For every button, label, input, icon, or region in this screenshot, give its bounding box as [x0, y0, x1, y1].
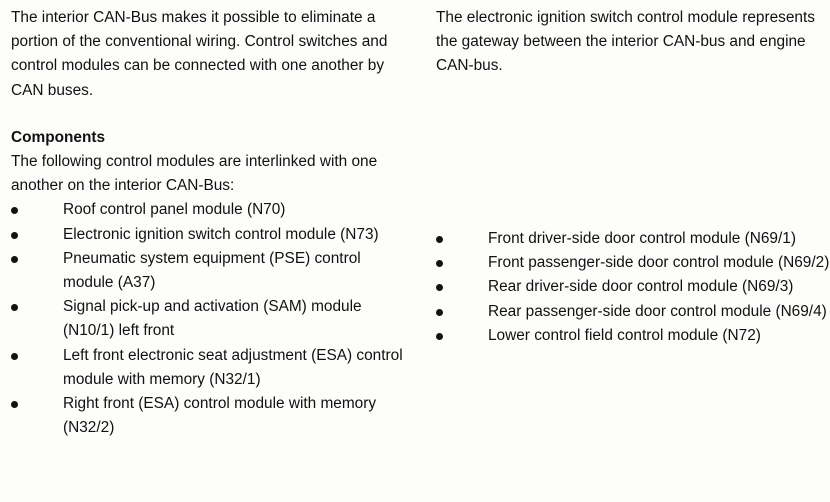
list-item — [11, 223, 411, 247]
list-item-text: Left front electronic seat adjustment (ESA) control module with memory (N32/1) — [63, 346, 403, 388]
list-item-text: Lower control field control module (N72) — [488, 326, 761, 344]
list-item — [11, 295, 411, 343]
list-item — [436, 324, 830, 348]
left-column — [11, 0, 411, 440]
gateway-paragraph: The electronic ignition switch control module represents the gateway between the interior CAN-bus and engine CAN-bus. — [436, 9, 815, 75]
bullet-icon — [11, 304, 18, 311]
list-item — [436, 300, 830, 324]
list-item — [11, 392, 411, 440]
list-item-text: Right front (ESA) control module with memory (N32/2) — [63, 395, 377, 437]
bullet-icon — [436, 260, 443, 267]
bullet-icon — [436, 236, 443, 243]
list-item — [11, 247, 411, 295]
bullet-icon — [436, 333, 443, 340]
bullet-icon — [11, 256, 18, 263]
list-item — [11, 198, 411, 222]
list-item-text: Front passenger-side door control module (N69/2) — [488, 254, 830, 272]
left-component-list — [11, 198, 411, 440]
right-column — [436, 0, 830, 344]
list-item — [11, 344, 411, 392]
list-item-text: Roof control panel module (N70) — [63, 201, 286, 219]
right-component-list — [436, 227, 830, 348]
list-item-text: Rear driver-side door control module (N69/3) — [488, 278, 794, 296]
list-item — [436, 251, 830, 275]
bullet-icon — [11, 207, 18, 214]
bullet-icon — [11, 232, 18, 239]
list-item-text: Front driver-side door control module (N69/1) — [488, 230, 796, 247]
list-item — [436, 227, 830, 251]
bullet-icon — [11, 401, 18, 408]
components-intro: The following control modules are interlinked with one another on the interior CAN-Bus: — [11, 153, 378, 195]
bullet-icon — [11, 353, 18, 360]
components-heading: Components — [11, 128, 106, 146]
list-item — [436, 275, 830, 299]
list-item-text: Electronic ignition switch control module (N73) — [63, 225, 379, 243]
list-item-text: Rear passenger-side door control module (N69/4) — [488, 302, 827, 320]
bullet-icon — [436, 309, 443, 316]
list-item-text: Signal pick-up and activation (SAM) module (N10/1) left front — [63, 298, 362, 340]
bullet-icon — [436, 284, 443, 291]
list-item-text: Pneumatic system equipment (PSE) control module (A37) — [63, 249, 361, 292]
intro-paragraph: The interior CAN-Bus makes it possible to eliminate a portion of the conventional wiring. Control switches and control modules can be connected with one another by CAN buses. — [11, 9, 388, 99]
